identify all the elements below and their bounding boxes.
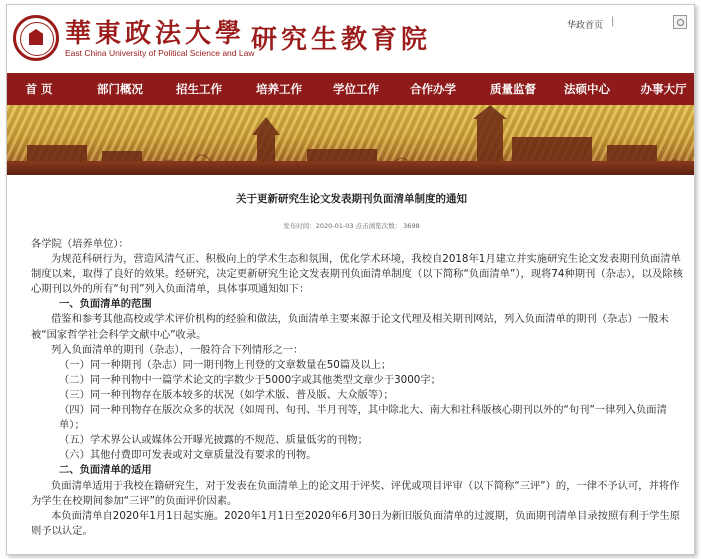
search-icon[interactable]: [673, 15, 687, 29]
salutation: 各学院（培养单位）：: [31, 238, 129, 250]
nav-item-cooperation[interactable]: 合作办学: [410, 82, 456, 96]
browser-page: [6, 4, 695, 555]
article-body: [31, 237, 687, 539]
application-paragraph: 负面清单适用于我校在籍研究生，对于发表在负面清单上的论文用于评奖、评优或项目评审（以下简称“三评”）的，一律不予认可，并将作为学生在校期间参加“三评”的负面评价因素。: [31, 479, 680, 507]
nav-item-admission[interactable]: 招生工作: [176, 82, 222, 96]
effective-date-paragraph: 本负面清单自2020年1月1日起实施。2020年1月1日至2020年6月30日为新旧版负面清单的过渡期，负面期刊清单目录按照有利于学生原则予以认定。: [31, 509, 681, 537]
intro-paragraph: 为规范科研行为，营造风清气正、积极向上的学术生态和氛围，优化学术环境，我校自2018年1月建立并实施研究生论文发表期刊负面清单制度以来，取得了良好的效果。经研究，决定更新研究生论文发表期刊负面清单制度（以下简称“负面清单”），现将74种期刊（杂志），以及除核心期刊以外的所有“旬刊”列入负面清单，具体事项通知如下：: [31, 253, 683, 296]
criteria-item: （五）学术界公认或媒体公开曝光披露的不规范、质量低劣的刊物；: [59, 434, 368, 447]
section-heading-application: 二、负面清单的适用: [59, 464, 152, 477]
header-separator: |: [611, 16, 615, 27]
site-header: [7, 5, 695, 73]
criteria-item: （六）其他付费即可发表或对文章质量没有要求的刊物。: [59, 449, 317, 462]
university-english-name: East China University of Political Science and Law: [65, 48, 255, 58]
criteria-item: （二）同一种刊物中一篇学术论文的字数少于5000字或其他类型文章少于3000字；: [59, 373, 441, 386]
main-nav: [7, 73, 695, 105]
banner-ground: [7, 161, 695, 175]
nav-item-jm-center[interactable]: 法硕中心: [564, 82, 610, 96]
article-content: [7, 175, 695, 555]
nav-item-service-hall[interactable]: 办事大厅: [640, 82, 687, 96]
university-home-link[interactable]: 华政首页: [567, 21, 604, 31]
article-title: 关于更新研究生论文发表期刊负面清单制度的通知: [236, 193, 467, 205]
section-heading-scope: 一、负面清单的范围: [59, 298, 152, 311]
nav-item-degree[interactable]: 学位工作: [333, 82, 379, 96]
nav-item-training[interactable]: 培养工作: [256, 82, 302, 96]
university-seal-logo[interactable]: [13, 15, 59, 61]
criteria-item: （一）同一种期刊（杂志）同一期刊物上刊登的文章数量在50篇及以上；: [59, 358, 392, 371]
article-meta: 发布时间：2020-01-03 点击浏览次数： 3698: [283, 222, 420, 230]
department-name: 研究生教育院: [251, 25, 432, 55]
criteria-item: （三）同一种刊物存在版本较多的状况（如学术版、普及版、大众版等）；: [59, 388, 394, 401]
scope-paragraph: 借鉴和参考其他高校或学术评价机构的经验和做法，负面清单主要来源于论文代理及相关期刊网站，列入负面清单的期刊（杂志）一般未被“国家哲学社会科学文献中心”收录。: [31, 313, 669, 341]
nav-item-about[interactable]: 部门概况: [97, 82, 143, 96]
criteria-intro: 列入负面清单的期刊（杂志），一般符合下列情形之一：: [51, 343, 304, 356]
nav-item-quality[interactable]: 质量监督: [490, 82, 536, 96]
nav-item-home[interactable]: 首 页: [25, 82, 53, 96]
campus-banner-image: [7, 105, 695, 175]
university-name[interactable]: 華東政法大學: [65, 19, 246, 49]
criteria-item: （四）同一种刊物存在版次众多的状况（如周刊、旬刊、半月刊等，其中除北大、南大和社科版核心期刊以外的“旬刊”一律列入负面清单）；: [59, 404, 667, 432]
